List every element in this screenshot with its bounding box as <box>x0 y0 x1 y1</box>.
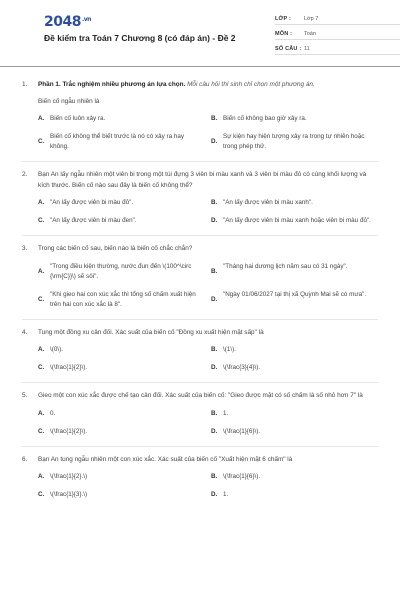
option-a[interactable] <box>38 262 211 282</box>
option-text: "An lấy được viên bi màu đỏ". <box>50 199 134 206</box>
option-text: \(\frac{1}{2}\). <box>50 427 88 435</box>
option-a[interactable] <box>38 345 211 355</box>
option-letter: C. <box>38 217 45 224</box>
option-d[interactable] <box>211 216 384 226</box>
option-text: Biến cố luôn xảy ra. <box>50 115 106 122</box>
meta-row-count <box>275 43 400 55</box>
question-divider <box>22 382 378 383</box>
section-heading <box>38 80 378 91</box>
options-grid <box>38 198 378 226</box>
option-text: \(\frac{1}{2}.\) <box>50 473 88 480</box>
option-a[interactable] <box>38 114 211 124</box>
logo-suffix: .vn <box>81 16 91 23</box>
option-b[interactable] <box>211 345 384 355</box>
option-text: "Trong điều kiện thường, nước đun đến \(100^\circ {\rm{C}}\) sẽ sôi". <box>50 262 192 280</box>
option-text: 1. <box>223 491 229 498</box>
question-number: 4. <box>22 328 28 336</box>
option-text: \(\frac{1}{2}\). <box>50 364 88 371</box>
option-text: 1. <box>223 409 229 417</box>
option-b[interactable] <box>211 114 384 124</box>
question-text: Tung một đồng xu cân đối. Xác suất của biến cố "Đồng xu xuất hiện mặt sấp" là <box>38 328 264 336</box>
question-5 <box>22 391 378 437</box>
meta-label: SỐ CÂU : <box>275 45 302 52</box>
option-letter: D. <box>211 295 218 303</box>
option-text: \(\frac{3}{4}\). <box>223 364 261 371</box>
document-header <box>22 0 378 64</box>
question-text: Gieo một con xúc xắc được chế tạo cân đối. Xác suất của biến cố: "Gieo được mặt có số chấm là số nhỏ hơn 7" là <box>38 392 363 399</box>
option-letter: C. <box>38 295 45 303</box>
options-grid <box>38 262 378 310</box>
option-letter: B. <box>211 409 218 417</box>
meta-label: LỚP : <box>275 15 291 22</box>
option-d[interactable] <box>211 290 384 310</box>
site-logo[interactable] <box>44 14 91 30</box>
option-text: \(1\). <box>223 346 236 353</box>
option-a[interactable] <box>38 472 211 482</box>
option-letter: B. <box>211 473 218 480</box>
options-grid <box>38 114 378 152</box>
option-letter: A. <box>38 199 45 206</box>
option-a[interactable] <box>38 409 211 419</box>
option-letter: A. <box>38 409 45 417</box>
option-d[interactable] <box>211 427 384 437</box>
option-c[interactable] <box>38 132 211 152</box>
option-c[interactable] <box>38 490 211 500</box>
meta-value: Toán <box>304 30 316 37</box>
option-letter: C. <box>38 427 45 435</box>
options-grid <box>38 472 378 500</box>
question-stem: Biến cố ngẫu nhiên là <box>38 97 100 105</box>
option-letter: C. <box>38 364 45 371</box>
option-letter: B. <box>211 346 218 353</box>
option-letter: B. <box>211 115 218 122</box>
question-number: 1. <box>22 81 28 88</box>
meta-value: 11 <box>304 45 310 52</box>
option-letter: C. <box>38 491 45 498</box>
option-text: "Khi gieo hai con xúc xắc thì tổng số chấm xuất hiện trên hai con xúc xắc là 8". <box>50 290 196 308</box>
question-divider <box>22 235 378 236</box>
option-text: 0. <box>50 409 56 417</box>
option-letter: D. <box>211 138 218 145</box>
meta-row-class <box>275 13 400 25</box>
question-2 <box>22 170 378 226</box>
option-letter: A. <box>38 115 45 122</box>
options-grid <box>38 345 378 373</box>
option-letter: D. <box>211 427 218 435</box>
option-letter: C. <box>38 138 45 145</box>
question-list <box>22 80 378 500</box>
question-divider <box>22 446 378 447</box>
meta-value: Lớp 7 <box>304 15 319 22</box>
question-number: 6. <box>22 455 28 463</box>
option-c[interactable] <box>38 290 211 310</box>
meta-label: MÔN : <box>275 30 293 37</box>
option-text: \(\frac{1}{6}\). <box>223 427 261 435</box>
option-letter: B. <box>211 267 218 275</box>
logo-text: 2048 <box>44 14 81 30</box>
section-title: Phần 1. Trắc nghiệm nhiều phương án lựa chọn. <box>38 81 186 88</box>
meta-row-subject <box>275 28 400 40</box>
question-divider <box>22 161 378 162</box>
option-letter: D. <box>211 491 218 498</box>
question-text: Trong các biến cố sau, biến nào là biến cố chắc chắn? <box>38 245 193 252</box>
option-d[interactable] <box>211 490 384 500</box>
question-6 <box>22 455 378 501</box>
document-title: Đề kiểm tra Toán 7 Chương 8 (có đáp án) - Đề 2 <box>44 33 236 43</box>
option-text: \(\frac{1}{6}\). <box>223 473 261 480</box>
option-c[interactable] <box>38 427 211 437</box>
header-divider <box>0 66 400 67</box>
question-number: 3. <box>22 245 28 252</box>
option-c[interactable] <box>38 363 211 373</box>
option-text: Biến cố không bao giờ xảy ra. <box>223 115 307 122</box>
option-text: "An lấy được viên bi màu xanh hoặc viên bi màu đỏ". <box>223 217 371 224</box>
option-text: "Tháng hai dương lịch năm sau có 31 ngày". <box>223 262 348 270</box>
option-text: "An lấy được viên bi màu đen". <box>50 217 137 224</box>
meta-info <box>275 13 400 58</box>
option-c[interactable] <box>38 216 211 226</box>
option-d[interactable] <box>211 132 384 152</box>
option-b[interactable] <box>211 262 384 282</box>
question-divider <box>22 319 378 320</box>
question-text: Bạn An lấy ngẫu nhiên một viên bi trong một túi đựng 3 viên bi màu xanh và 3 viên bi màu đỏ có cùng khối lượng và kích thước. Biến cố nào sau đây là biến cố không thể? <box>38 171 367 189</box>
option-b[interactable] <box>211 198 384 208</box>
question-1 <box>22 80 378 152</box>
option-text: \(0\). <box>50 346 63 353</box>
question-number: 2. <box>22 171 28 178</box>
option-letter: B. <box>211 199 218 206</box>
option-letter: A. <box>38 346 45 353</box>
question-4 <box>22 328 378 374</box>
option-d[interactable] <box>211 363 384 373</box>
option-b[interactable] <box>211 409 384 419</box>
option-text: \(\frac{1}{3}.\) <box>50 491 88 498</box>
option-a[interactable] <box>38 198 211 208</box>
question-3 <box>22 244 378 310</box>
option-text: Biến cố không thể biết trước là nó có xảy ra hay không. <box>50 133 185 150</box>
option-text: "An lấy được viên bi màu xanh". <box>223 199 313 206</box>
options-grid <box>38 409 378 437</box>
question-number: 5. <box>22 392 28 399</box>
question-text: Bạn An tung ngẫu nhiên một con xúc xắc. Xác suất của biến cố "Xuất hiện mặt 6 chấm" là <box>38 455 293 463</box>
option-text: Sự kiện hay hiện tượng xảy ra trong tự nhiên hoặc trong phép thử. <box>223 133 365 150</box>
option-text: "Ngày 01/06/2027 tại thị xã Quỳnh Mai sẽ có mưa". <box>223 290 367 298</box>
option-b[interactable] <box>211 472 384 482</box>
option-letter: D. <box>211 217 218 224</box>
option-letter: A. <box>38 473 45 480</box>
section-instruction: Mỗi câu hỏi thí sinh chỉ chọn một phương án. <box>187 81 315 88</box>
option-letter: A. <box>38 267 45 275</box>
option-letter: D. <box>211 364 218 371</box>
